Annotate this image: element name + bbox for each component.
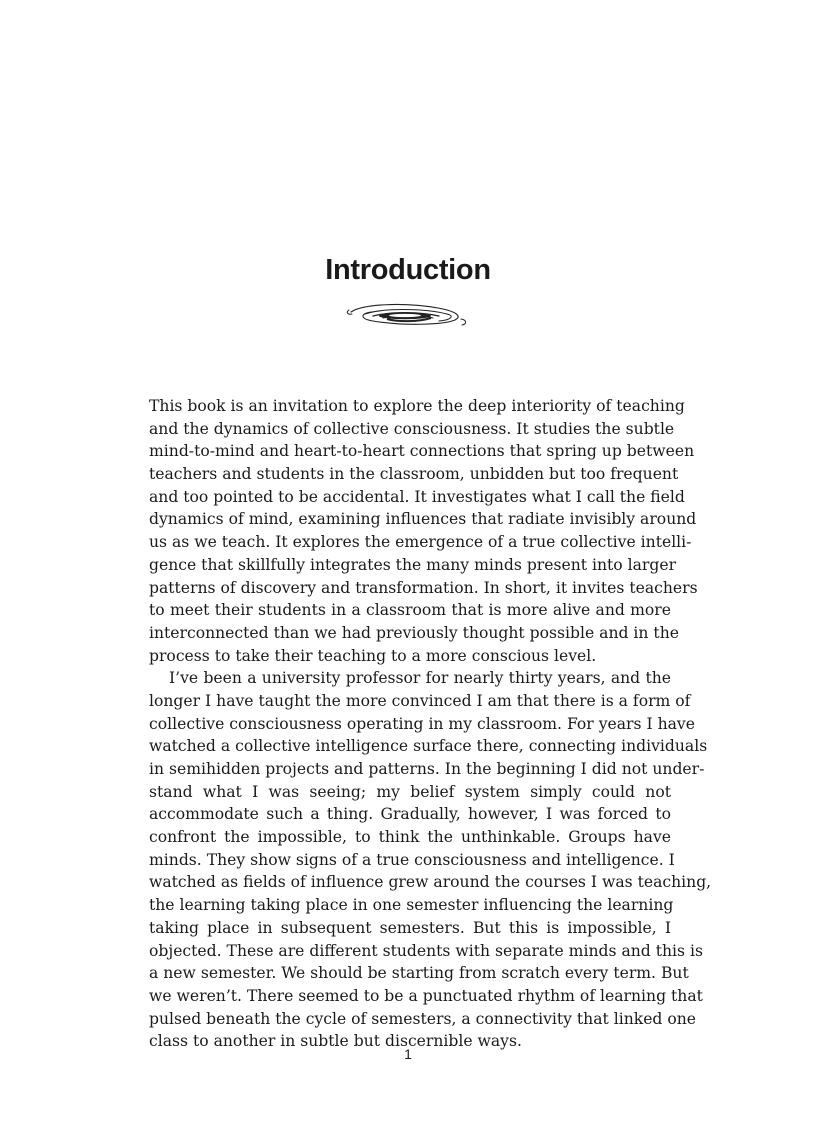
text-line: in semihidden projects and patterns. In the beginning I did not under- (149, 760, 705, 778)
text-line: the learning taking place in one semester influencing the learning (149, 896, 674, 915)
text-line: teachers and students in the classroom, unbidden but too frequent (149, 465, 679, 484)
text-line: we weren’t. There seemed to be a punctuated rhythm of learning that (149, 986, 703, 1005)
text-line: and the dynamics of collective consciousness. It studies the subtle (149, 419, 675, 438)
text-line: watched a collective intelligence surface there, connecting individuals (149, 737, 708, 756)
page-number: 1 (404, 1046, 412, 1062)
text-line: a new semester. We should be starting from scratch every term. But (149, 964, 689, 983)
text-line: gence that skillfully integrates the many minds present into larger (149, 555, 677, 574)
text-line: accommodate such a thing. Gradually, however, I was forced to (149, 805, 671, 824)
paragraph-1 (149, 395, 698, 667)
text-line: pulsed beneath the cycle of semesters, a connectivity that linked one (149, 1009, 697, 1028)
text-line: process to take their teaching to a more conscious level. (149, 646, 597, 665)
text-line: to meet their students in a classroom that is more alive and more (149, 601, 671, 620)
text-line: class to another in subtle but discernible ways. (149, 1032, 522, 1051)
text-line: and too pointed to be accidental. It investigates what I call the field (149, 487, 685, 506)
text-line: confront the impossible, to think the unthinkable. Groups have (149, 828, 671, 847)
text-line: I’ve been a university professor for nearly thirty years, and the (169, 669, 671, 688)
text-line: This book is an invitation to explore the deep interiority of teaching (149, 397, 685, 415)
text-line: stand what I was seeing; my belief system simply could not (149, 782, 671, 801)
text-line: minds. They show signs of a true consciousness and intelligence. I (149, 850, 675, 869)
text-line: collective consciousness operating in my classroom. For years I have (149, 714, 695, 733)
text-line: watched as fields of influence grew around the courses I was teaching, (149, 873, 712, 892)
text-line: dynamics of mind, examining influences that radiate invisibly around (149, 510, 697, 529)
page-title: Introduction (325, 254, 491, 286)
text-line: us as we teach. It explores the emergence of a true collective intelli- (149, 533, 692, 552)
text-line: interconnected than we had previously thought possible and in the (149, 623, 679, 642)
text-line: objected. These are different students with separate minds and this is (149, 941, 703, 960)
text-line: mind-to-mind and heart-to-heart connections that spring up between (149, 442, 695, 461)
text-line: taking place in subsequent semesters. But this is impossible, I (149, 918, 671, 937)
body-text (149, 395, 712, 1053)
text-line: patterns of discovery and transformation. In short, it invites teachers (149, 578, 698, 597)
text-line: longer I have taught the more convinced I am that there is a form of (149, 691, 691, 710)
paragraph-2 (149, 667, 712, 1053)
swirl-ornament-icon (343, 300, 471, 330)
